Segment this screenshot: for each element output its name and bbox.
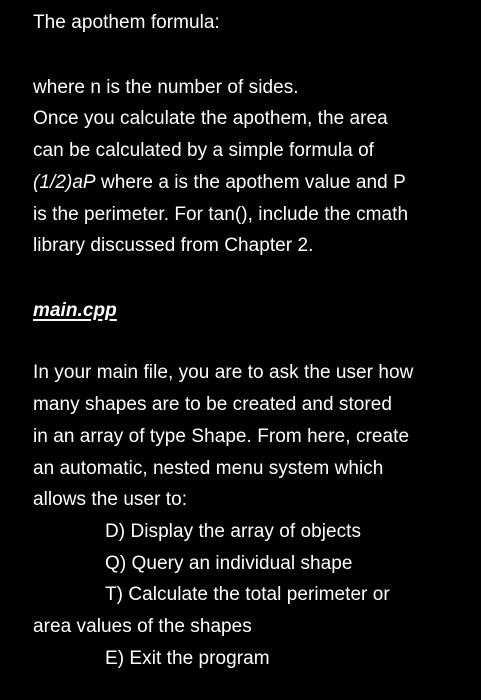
paragraph-line: where n is the number of sides. bbox=[33, 77, 299, 98]
menu-option-exit: E) Exit the program bbox=[105, 648, 270, 669]
menu-option-query: Q) Query an individual shape bbox=[105, 553, 353, 574]
paragraph-line: In your main file, you are to ask the user how bbox=[33, 362, 414, 383]
paragraph-line-formula bbox=[33, 171, 406, 195]
apothem-formula-heading: The apothem formula: bbox=[33, 12, 220, 33]
paragraph-line: many shapes are to be created and stored bbox=[33, 394, 393, 415]
menu-option-display: D) Display the array of objects bbox=[105, 521, 362, 542]
paragraph-line: allows the user to: bbox=[33, 489, 188, 510]
paragraph-line: can be calculated by a simple formula of bbox=[33, 140, 375, 161]
paragraph-line: an automatic, nested menu system which bbox=[33, 458, 384, 479]
paragraph-line: library discussed from Chapter 2. bbox=[33, 235, 314, 256]
paragraph-line: is the perimeter. For tan(), include the cmath bbox=[33, 204, 409, 225]
paragraph-line: in an array of type Shape. From here, create bbox=[33, 426, 410, 447]
area-formula: (1/2)aP bbox=[33, 172, 96, 193]
main-cpp-heading: main.cpp bbox=[33, 300, 117, 321]
formula-explanation: where a is the apothem value and P bbox=[95, 172, 406, 193]
menu-option-total-continuation: area values of the shapes bbox=[33, 616, 252, 637]
menu-option-total: T) Calculate the total perimeter or bbox=[105, 584, 390, 605]
paragraph-line: Once you calculate the apothem, the area bbox=[33, 108, 388, 129]
